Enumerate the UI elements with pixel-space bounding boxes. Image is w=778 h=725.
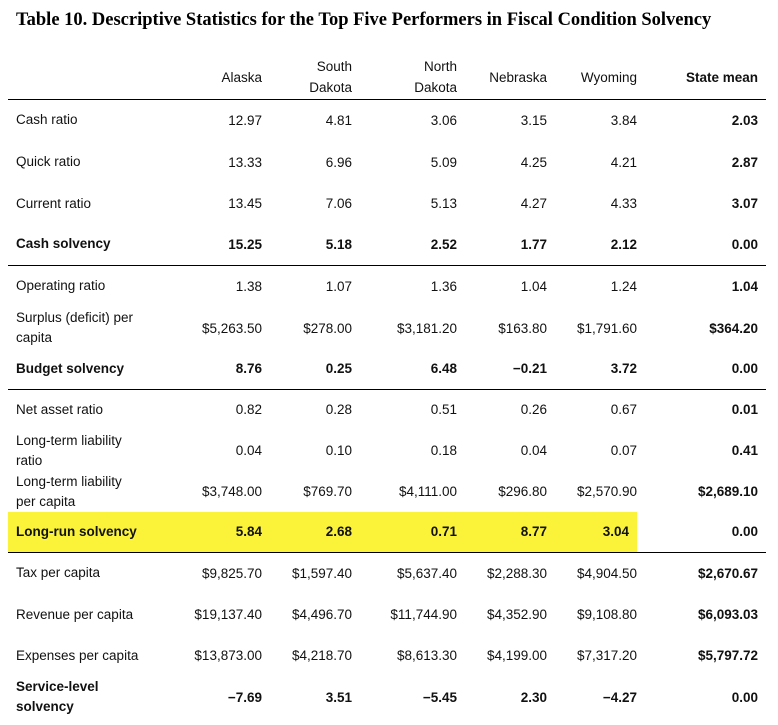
cell-wyoming: $9,108.80 — [576, 607, 637, 622]
cell-north-dakota: 1.36 — [352, 265, 457, 307]
cell-wyoming: −4.27 — [602, 689, 637, 705]
table-row-cash-ratio — [8, 99, 766, 141]
cell-nebraska: $4,199.00 — [486, 648, 547, 663]
cell-south-dakota: 1.07 — [262, 265, 352, 307]
cell-alaska: $5,263.50 — [201, 320, 262, 336]
cell-north-dakota: $11,744.90 — [390, 607, 457, 622]
cell-wyoming: 4.33 — [610, 196, 637, 211]
table-row-quick-ratio — [8, 141, 766, 183]
row-label: Tax per capita — [8, 552, 172, 594]
cell-state-mean: $2,689.10 — [697, 484, 758, 499]
header-state-mean: State mean — [685, 69, 758, 85]
cell-state-mean: 0.00 — [731, 689, 758, 705]
cell-south-dakota: $278.00 — [303, 320, 352, 336]
cell-alaska: 8.76 — [235, 361, 262, 377]
cell-wyoming: 3.72 — [610, 361, 637, 377]
cell-north-dakota: 3.06 — [430, 112, 457, 128]
cell-north-dakota: 6.48 — [430, 361, 457, 377]
cell-south-dakota: $1,597.40 — [262, 552, 352, 594]
cell-nebraska: 8.77 — [457, 512, 547, 552]
table-row-service-level-solvency — [8, 676, 766, 718]
table-title: Table 10. Descriptive Statistics for the Top Five Performers in Fiscal Condition Solvency — [16, 10, 712, 30]
cell-state-mean: 0.41 — [731, 443, 758, 458]
cell-state-mean: 3.07 — [731, 196, 758, 211]
row-label: Surplus (deficit) per capita — [16, 310, 134, 345]
cell-north-dakota: 0.71 — [352, 512, 457, 552]
header-blank — [8, 56, 172, 99]
cell-alaska: 0.04 — [235, 443, 262, 458]
cell-state-mean: $5,797.72 — [697, 648, 758, 663]
cell-nebraska: 4.27 — [520, 196, 547, 211]
header-row — [8, 56, 766, 99]
cell-state-mean: $2,670.67 — [637, 552, 766, 594]
cell-south-dakota: 6.96 — [325, 154, 352, 170]
row-label: Operating ratio — [8, 265, 172, 307]
cell-north-dakota: $3,181.20 — [396, 320, 457, 336]
cell-south-dakota: 0.28 — [262, 389, 352, 430]
cell-alaska: 13.33 — [228, 154, 262, 170]
cell-south-dakota: $4,496.70 — [291, 607, 352, 622]
row-label: Expenses per capita — [16, 647, 139, 663]
cell-north-dakota: 5.09 — [430, 154, 457, 170]
row-label: Quick ratio — [16, 154, 81, 169]
cell-north-dakota: 2.52 — [430, 236, 457, 252]
table-row-revenue-per-capita — [8, 594, 766, 635]
row-label: Long-term liability ratio — [16, 432, 122, 468]
cell-wyoming: $2,570.90 — [576, 484, 637, 499]
cell-south-dakota: 0.25 — [325, 361, 352, 377]
cell-alaska: 12.97 — [228, 112, 262, 128]
row-label: Budget solvency — [16, 360, 125, 376]
cell-wyoming: $7,317.20 — [576, 648, 637, 663]
cell-south-dakota: 7.06 — [325, 196, 352, 211]
cell-wyoming: 3.84 — [610, 112, 637, 128]
cell-state-mean: 2.03 — [731, 112, 758, 128]
cell-state-mean: 2.87 — [731, 154, 758, 170]
cell-nebraska: 3.15 — [520, 112, 547, 128]
cell-alaska: $9,825.70 — [172, 552, 262, 594]
cell-nebraska: $2,288.30 — [457, 552, 547, 594]
cell-nebraska: 0.26 — [457, 389, 547, 430]
cell-state-mean: 0.01 — [637, 389, 766, 430]
header-north-dakota: North Dakota — [414, 59, 457, 96]
table-row-net-asset-ratio — [8, 389, 766, 430]
table-row-budget-solvency — [8, 349, 766, 389]
table-row-cash-solvency — [8, 224, 766, 265]
table-row-long-run-solvency — [8, 512, 766, 552]
cell-north-dakota: −5.45 — [422, 689, 457, 705]
table-row-operating-ratio — [8, 265, 766, 307]
table-row-long-term-liability-per-capita — [8, 471, 766, 512]
cell-wyoming: 1.24 — [547, 265, 637, 307]
cell-state-mean: $364.20 — [709, 320, 758, 336]
cell-south-dakota: $769.70 — [303, 484, 352, 499]
cell-wyoming: $1,791.60 — [576, 320, 637, 336]
cell-wyoming: $4,904.50 — [547, 552, 637, 594]
cell-nebraska: 0.04 — [520, 443, 547, 458]
table-row-current-ratio — [8, 183, 766, 224]
table-row-tax-per-capita — [8, 552, 766, 594]
cell-state-mean: 1.04 — [637, 265, 766, 307]
cell-nebraska: −0.21 — [512, 361, 547, 377]
cell-north-dakota: 0.51 — [352, 389, 457, 430]
cell-wyoming: 0.07 — [610, 443, 637, 458]
statistics-table — [8, 56, 766, 718]
cell-state-mean: $6,093.03 — [697, 607, 758, 622]
table-row-expenses-per-capita — [8, 635, 766, 676]
cell-alaska: −7.69 — [227, 689, 262, 705]
row-label: Service-level solvency — [16, 679, 99, 714]
cell-alaska: 13.45 — [228, 196, 262, 211]
row-label: Net asset ratio — [8, 389, 172, 430]
cell-wyoming: 0.67 — [547, 389, 637, 430]
cell-alaska: $3,748.00 — [201, 484, 262, 499]
cell-south-dakota: 4.81 — [325, 112, 352, 128]
cell-alaska: 1.38 — [172, 265, 262, 307]
cell-wyoming: 4.21 — [610, 154, 637, 170]
cell-alaska: $13,873.00 — [194, 648, 262, 663]
cell-north-dakota: 0.18 — [430, 443, 457, 458]
cell-south-dakota: 2.68 — [262, 512, 352, 552]
cell-nebraska: $296.80 — [498, 484, 547, 499]
cell-north-dakota: $5,637.40 — [352, 552, 457, 594]
cell-nebraska: $163.80 — [498, 320, 547, 336]
cell-alaska: 15.25 — [228, 236, 262, 252]
cell-nebraska: 1.77 — [520, 236, 547, 252]
cell-south-dakota: 0.10 — [325, 443, 352, 458]
cell-alaska: $19,137.40 — [194, 607, 262, 622]
cell-wyoming: 2.12 — [610, 236, 637, 252]
row-label: Cash solvency — [16, 236, 111, 252]
cell-north-dakota: $4,111.00 — [398, 484, 457, 499]
row-label: Current ratio — [16, 195, 92, 211]
row-label: Cash ratio — [16, 112, 78, 128]
cell-north-dakota: 5.13 — [430, 196, 457, 211]
cell-south-dakota: $4,218.70 — [291, 648, 352, 663]
cell-south-dakota: 3.51 — [325, 689, 352, 705]
cell-nebraska: 2.30 — [520, 689, 547, 705]
cell-nebraska: 1.04 — [457, 265, 547, 307]
cell-alaska: 5.84 — [172, 512, 262, 552]
cell-south-dakota: 5.18 — [325, 236, 352, 252]
header-south-dakota: South Dakota — [309, 59, 352, 96]
cell-nebraska: 4.25 — [520, 154, 547, 170]
table-row-long-term-liability-ratio — [8, 430, 766, 471]
row-label: Revenue per capita — [16, 606, 134, 622]
cell-state-mean: 0.00 — [731, 361, 758, 377]
cell-north-dakota: $8,613.30 — [396, 648, 457, 663]
header-alaska: Alaska — [221, 69, 262, 85]
cell-nebraska: $4,352.90 — [486, 607, 547, 622]
header-wyoming: Wyoming — [580, 69, 637, 85]
cell-wyoming: 3.04 — [547, 512, 637, 552]
row-label: Long-run solvency — [8, 512, 172, 552]
cell-state-mean: 0.00 — [731, 236, 758, 252]
table-row-surplus-per-capita — [8, 307, 766, 349]
row-label: Long-term liability per capita — [16, 473, 122, 509]
cell-state-mean: 0.00 — [731, 524, 758, 540]
cell-alaska: 0.82 — [172, 389, 262, 430]
header-nebraska: Nebraska — [489, 69, 547, 85]
